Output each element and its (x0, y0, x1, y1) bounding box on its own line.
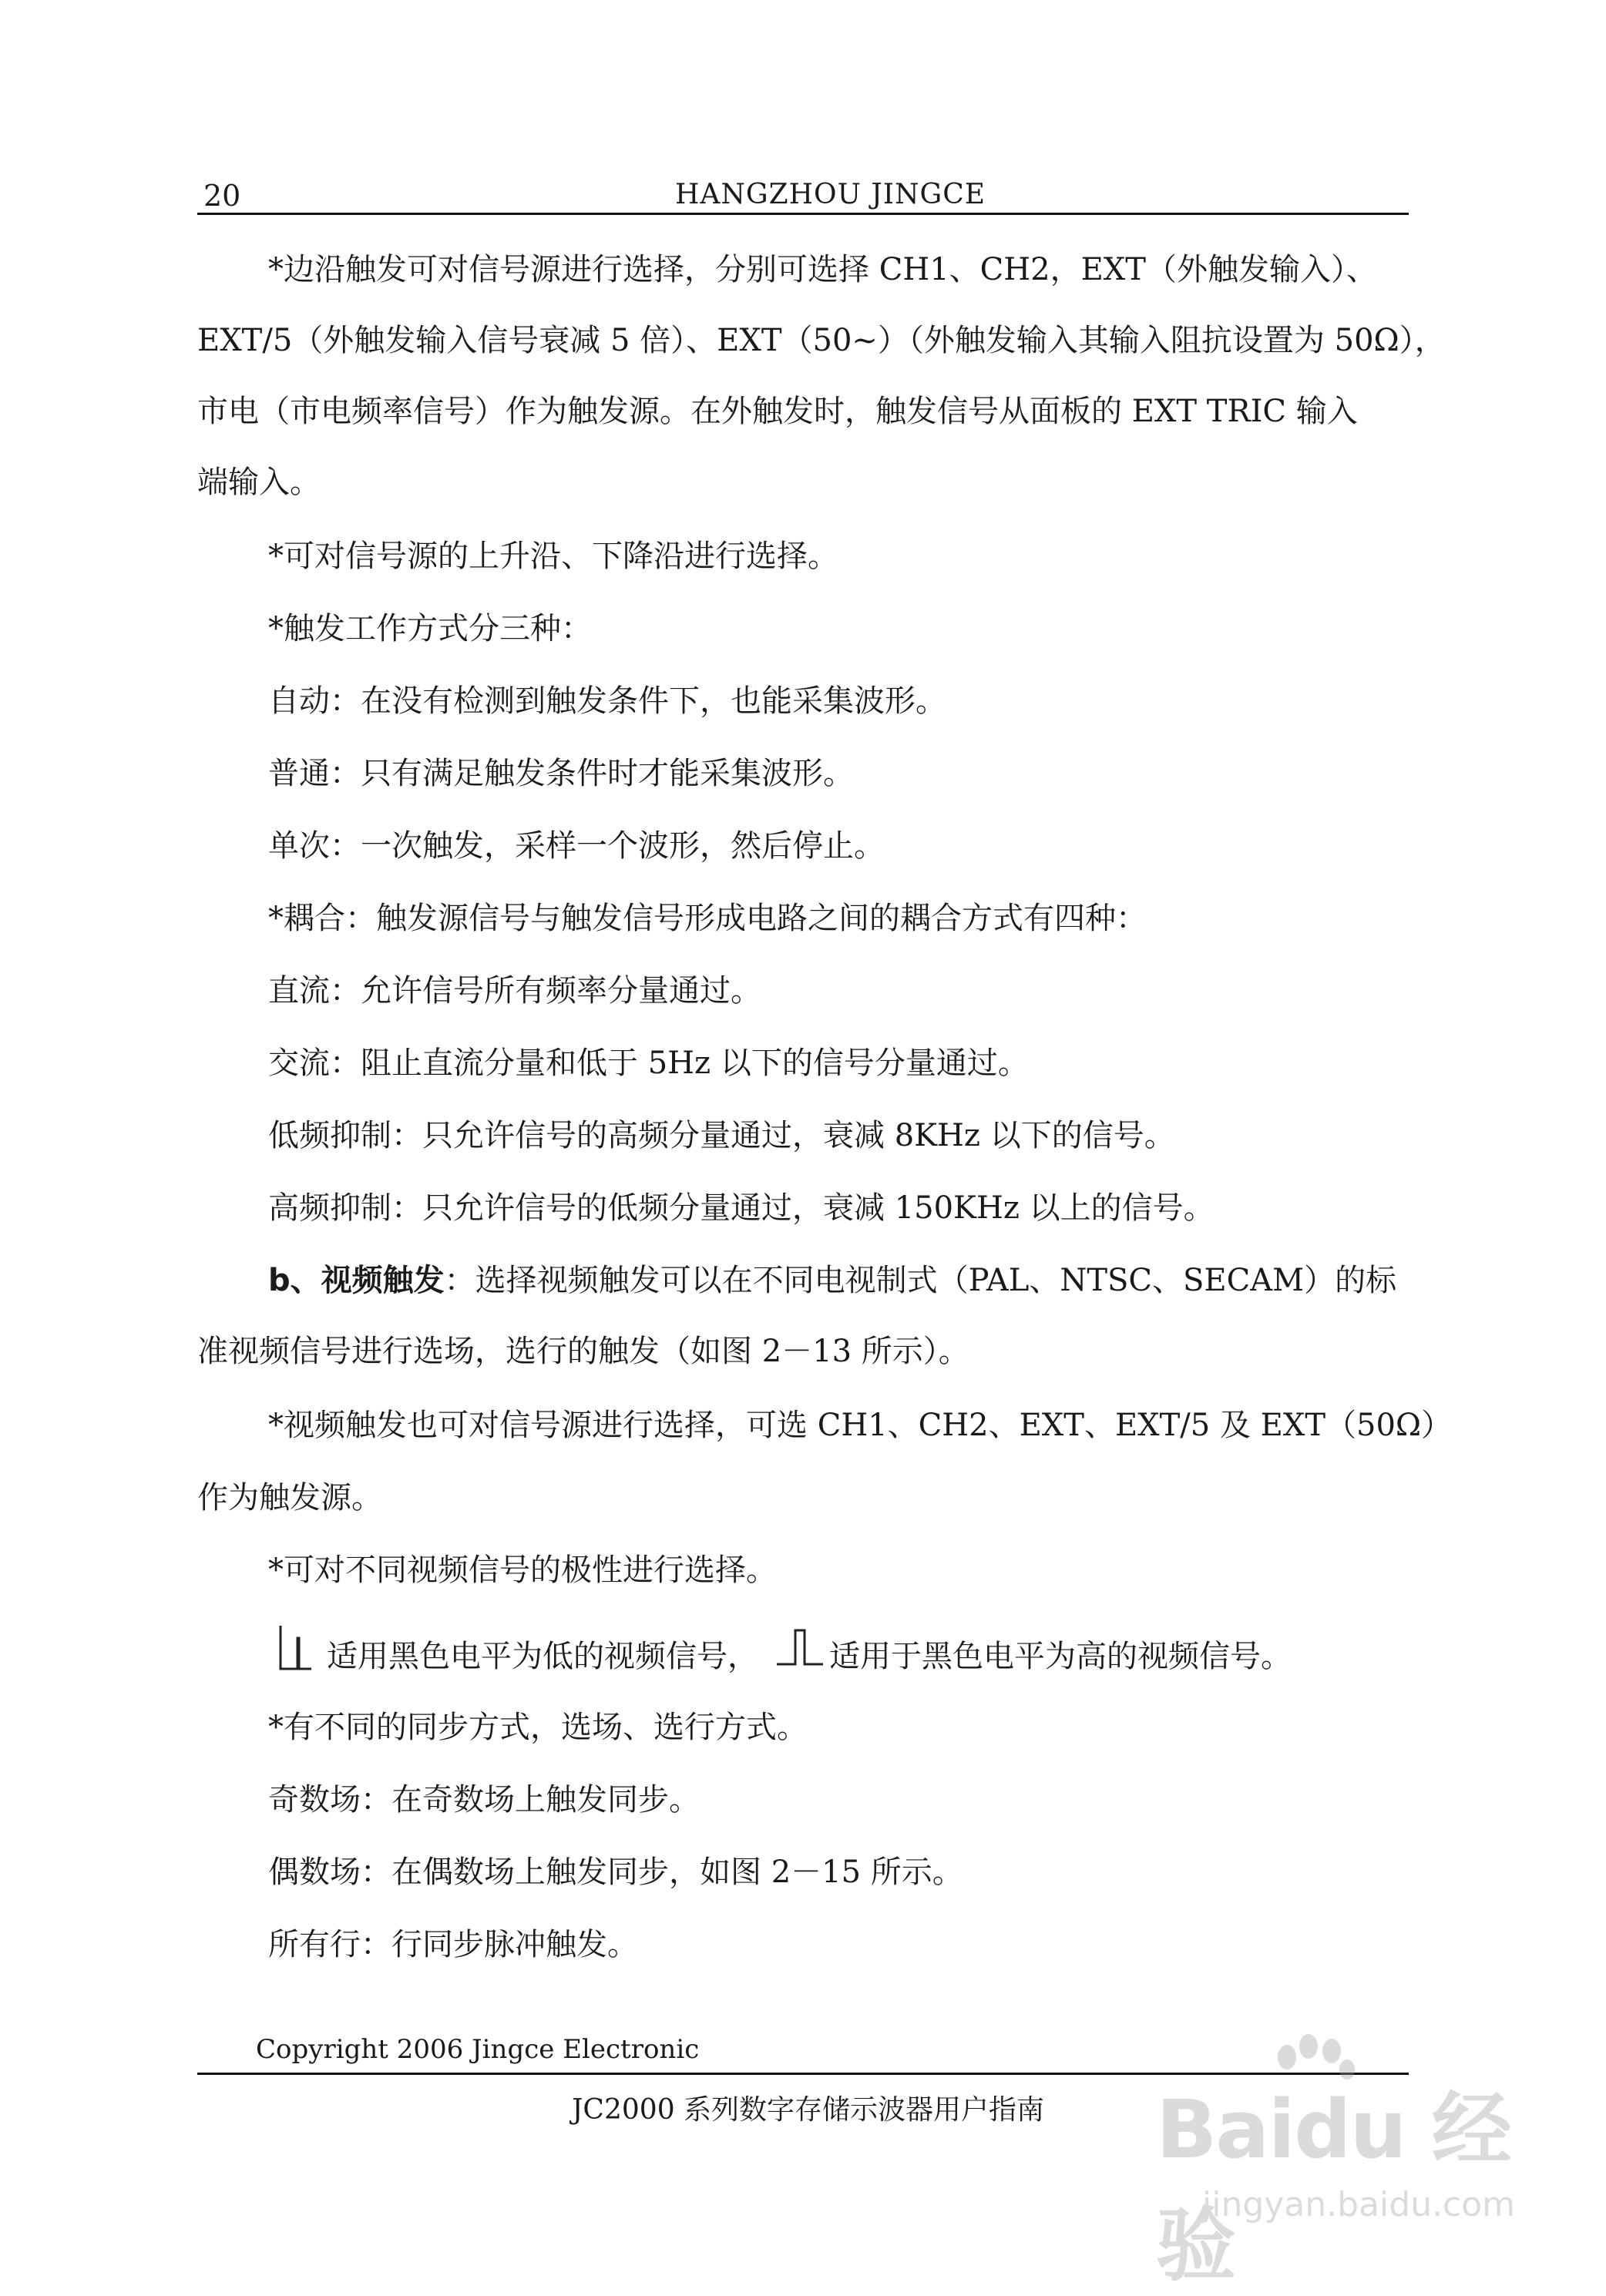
para-edge-source-line4: 端输入。 (197, 465, 321, 500)
para-sync-odd-field: 奇数场：在奇数场上触发同步。 (268, 1782, 700, 1818)
page-number: 20 (203, 179, 241, 213)
positive-sync-pulse-icon (777, 1626, 823, 1680)
para-sync-even-field: 偶数场：在偶数场上触发同步，如图 2－15 所示。 (268, 1855, 963, 1890)
para-edge-source-line2: EXT/5（外触发输入信号衰减 5 倍）、EXT（50~）（外触发输入其输入阻抗设置为 50Ω）， (197, 323, 1446, 358)
para-edge-source-line1: *边沿触发可对信号源进行选择，分别可选择 CH1、CH2，EXT（外触发输入）、 (268, 252, 1377, 287)
para-mode-normal: 普通：只有满足触发条件时才能采集波形。 (268, 756, 854, 791)
para-video-trigger-line1 (268, 1257, 1396, 1304)
watermark-url: jingyan.baidu.com (1202, 2185, 1516, 2224)
video-trigger-heading: b、视频触发 (268, 1263, 445, 1298)
polarity-high-text: 适用于黑色电平为高的视频信号。 (829, 1639, 1292, 1674)
polarity-low-text: 适用黑色电平为低的视频信号， (327, 1639, 758, 1674)
watermark (1156, 2034, 1588, 2292)
para-coupling-dc: 直流：允许信号所有频率分量通过。 (268, 973, 761, 1009)
para-video-source-line2: 作为触发源。 (197, 1480, 382, 1516)
para-mode-auto: 自动：在没有检测到触发条件下，也能采集波形。 (268, 683, 946, 719)
video-trigger-text: ：选择视频触发可以在不同电视制式（PAL、NTSC、SECAM）的标 (444, 1263, 1397, 1298)
negative-sync-pulse-icon (279, 1626, 313, 1680)
para-sync-modes: *有不同的同步方式，选场、选行方式。 (268, 1710, 808, 1745)
para-coupling: *耦合：触发源信号与触发信号形成电路之间的耦合方式有四种： (268, 901, 1147, 936)
para-sync-all-lines: 所有行：行同步脉冲触发。 (268, 1927, 638, 1962)
para-video-source-line1: *视频触发也可对信号源进行选择，可选 CH1、CH2、EXT、EXT/5 及 EXT（50Ω） (268, 1408, 1453, 1443)
watermark-brand: Baidu 经验 (1156, 2083, 1510, 2292)
para-video-polarity: *可对不同视频信号的极性进行选择。 (268, 1552, 777, 1588)
running-head: HANGZHOU JINGCE (675, 179, 986, 210)
para-edge-source-line3: 市电（市电频率信号）作为触发源。在外触发时，触发信号从面板的 EXT TRIC 输入 (197, 394, 1358, 429)
header-rule (197, 213, 1409, 215)
para-coupling-hf-reject: 高频抑制：只允许信号的低频分量通过，衰减 150KHz 以上的信号。 (268, 1190, 1215, 1226)
para-coupling-ac: 交流：阻止直流分量和低于 5Hz 以下的信号分量通过。 (268, 1046, 1029, 1081)
footer-copyright: Copyright 2006 Jingce Electronic (256, 2034, 700, 2065)
para-trigger-modes: *触发工作方式分三种： (268, 611, 592, 646)
para-coupling-lf-reject: 低频抑制：只允许信号的高频分量通过，衰减 8KHz 以下的信号。 (268, 1118, 1175, 1153)
para-video-trigger-line2: 准视频信号进行选场，选行的触发（如图 2－13 所示）。 (197, 1334, 969, 1369)
para-edge-slope: *可对信号源的上升沿、下降沿进行选择。 (268, 539, 838, 574)
footer-title: JC2000 系列数字存储示波器用户指南 (572, 2094, 1045, 2126)
page-header (197, 176, 1430, 214)
para-mode-single: 单次：一次触发，采样一个波形，然后停止。 (268, 828, 885, 864)
